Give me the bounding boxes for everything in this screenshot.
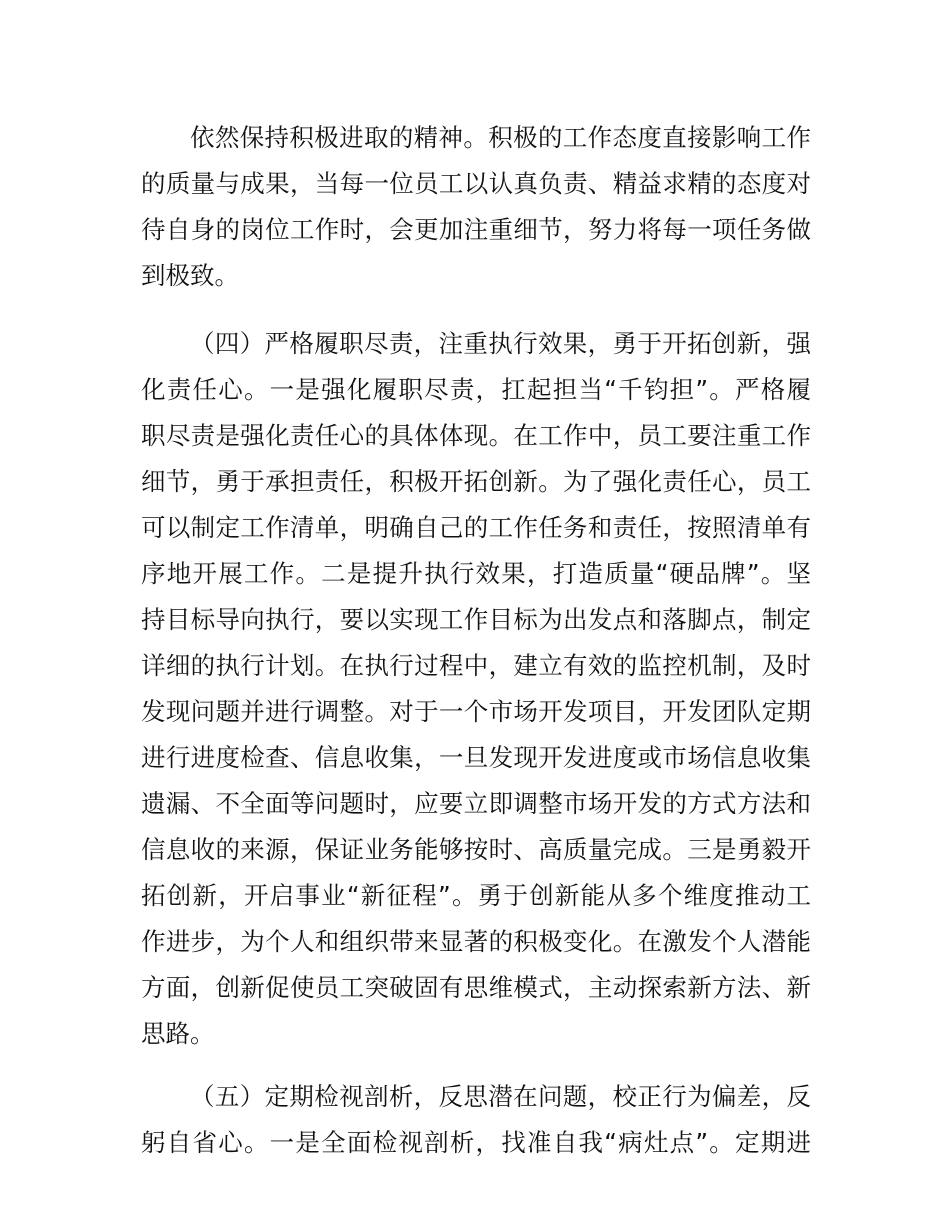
paragraph-spacing — [141, 1063, 811, 1080]
text-line: 的质量与成果，当每一位员工以认真负责、精益求精的态度对 — [141, 169, 811, 198]
text-line: 待自身的岗位工作时，会更加注重细节，努力将每一项任务做 — [141, 215, 811, 244]
text-line: （五）定期检视剖析，反思潜在问题，校正行为偏差，反 — [190, 1082, 811, 1111]
paragraph-spacing — [141, 305, 811, 327]
text-line: 持目标导向执行，要以实现工作目标为出发点和落脚点，制定 — [141, 605, 811, 634]
text-line: 详细的执行计划。在执行过程中，建立有效的监控机制，及时 — [141, 651, 811, 680]
text-line: 作进步，为个人和组织带来显著的积极变化。在激发个人潜能 — [141, 927, 811, 956]
text-line: 拓创新，开启事业“新征程”。勇于创新能从多个维度推动工 — [141, 881, 811, 910]
paragraph — [141, 1080, 811, 1172]
text-line: 遗漏、不全面等问题时，应要立即调整市场开发的方式方法和 — [141, 789, 811, 818]
paragraph — [141, 121, 811, 305]
paragraph — [141, 327, 811, 1063]
text-line: 序地开展工作。二是提升执行效果，打造质量“硬品牌”。坚 — [141, 559, 811, 588]
text-line: 依然保持积极进取的精神。积极的工作态度直接影响工作 — [190, 123, 811, 152]
text-line: 进行进度检查、信息收集，一旦发现开发进度或市场信息收集 — [141, 743, 811, 772]
text-line: 职尽责是强化责任心的具体体现。在工作中，员工要注重工作 — [141, 421, 811, 450]
text-line: 思路。 — [141, 1019, 215, 1048]
text-line: 可以制定工作清单，明确自己的工作任务和责任，按照清单有 — [141, 513, 811, 542]
text-line: 信息收的来源，保证业务能够按时、高质量完成。三是勇毅开 — [141, 835, 811, 864]
text-line: 化责任心。一是强化履职尽责，扛起担当“千钧担”。严格履 — [141, 375, 811, 404]
text-line: 躬自省心。一是全面检视剖析，找准自我“病灶点”。定期进 — [141, 1128, 811, 1157]
text-line: 发现问题并进行调整。对于一个市场开发项目，开发团队定期 — [141, 697, 811, 726]
text-line: 细节，勇于承担责任，积极开拓创新。为了强化责任心，员工 — [141, 467, 811, 496]
document-body — [141, 121, 811, 1172]
text-line: 到极致。 — [141, 261, 239, 290]
text-line: （四）严格履职尽责，注重执行效果，勇于开拓创新，强 — [190, 329, 811, 358]
text-line: 方面，创新促使员工突破固有思维模式，主动探索新方法、新 — [141, 973, 811, 1002]
